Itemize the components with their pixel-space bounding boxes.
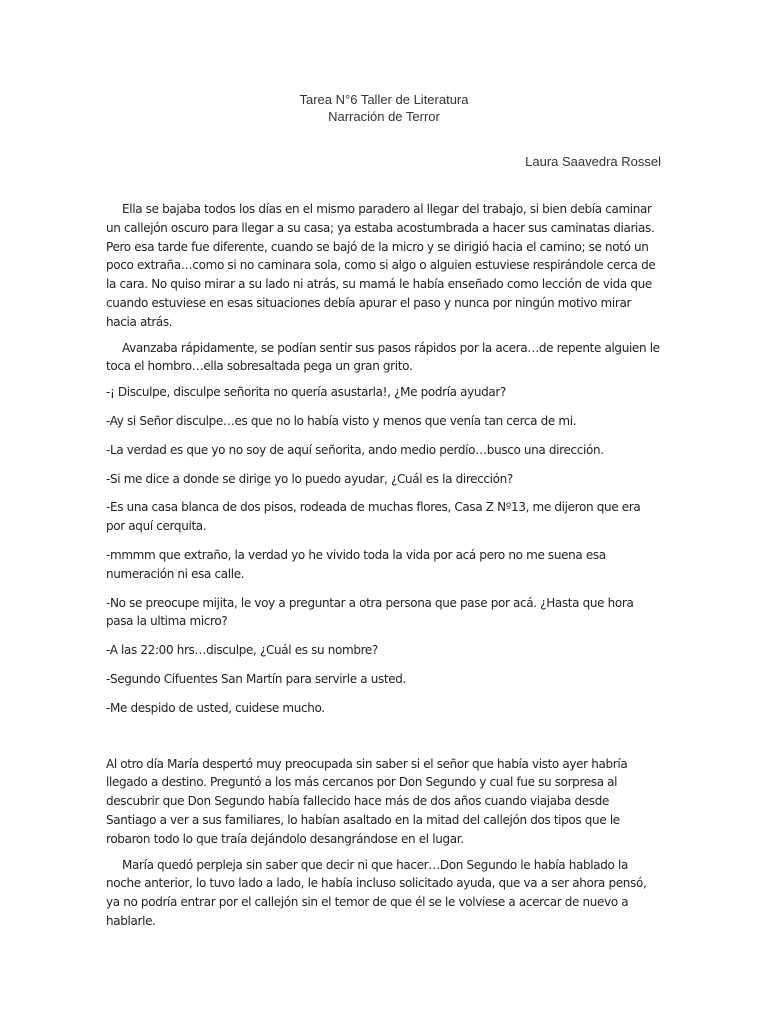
document-title	[0, 91, 768, 125]
dialogue-line: -No se preocupe mijita, le voy a preguntar a otra persona que pase por acá. ¿Hasta que hora pasa la ultima micro?	[106, 595, 634, 629]
paragraph-encounter: Avanzaba rápidamente, se podían sentir sus pasos rápidos por la acera…de repente alguien le toca el hombro…ella sobresaltada pega un gran grito.	[106, 340, 660, 374]
dialogue-line: -A las 22:00 hrs…disculpe, ¿Cuál es su nombre?	[106, 643, 378, 658]
story-body	[106, 200, 662, 931]
paragraph-next-day: Al otro día María despertó muy preocupada sin saber si el señor que había visto ayer habría llegado a destino. Preguntó a los más cercanos por Don Segundo y cual fue su sorpresa al descubrir que Don Segundo había fallecido hace más de dos años cuando viajaba desde Santiago a ver a sus familiares, lo habían asaltado en la mitad del callejón dos tipos que le robaron todo lo que traía dejándolo desangrándose en el lugar.	[106, 756, 628, 846]
dialogue-line: -Es una casa blanca de dos pisos, rodeada de muchas flores, Casa Z Nº13, me dijeron que era por aquí cerquita.	[106, 500, 641, 534]
dialogue-line: -¡ Disculpe, disculpe señorita no quería asustarla!, ¿Me podría ayudar?	[106, 385, 507, 400]
dialogue-line: -Ay si Señor disculpe…es que no lo había visto y menos que venía tan cerca de mi.	[106, 413, 577, 428]
dialogue-line: -Me despido de usted, cuidese mucho.	[106, 700, 325, 715]
paragraph-ending: María quedó perpleja sin saber que decir ni que hacer…Don Segundo le había hablado la noche anterior, lo tuvo lado a lado, le había incluso solicitado ayuda, que va a ser ahora pensó, ya no podría entrar por el callejón sin el temor de que él se le volviese a acercar de nuevo a hablarle.	[106, 857, 647, 928]
title-line-subtitle: Narración de Terror	[328, 109, 440, 124]
dialogue-line: -Si me dice a donde se dirige yo lo puedo ayudar, ¿Cuál es la dirección?	[106, 471, 513, 486]
author-name: Laura Saavedra Rossel	[525, 154, 661, 169]
dialogue-line: -mmmm que extraño, la verdad yo he vivido toda la vida por acá pero no me suena esa numeración ni esa calle.	[106, 547, 606, 581]
paragraph-opening: Ella se bajaba todos los días en el mismo paradero al llegar del trabajo, si bien debía caminar un callejón oscuro para llegar a su casa; ya estaba acostumbrada a hacer sus caminatas diarias. Pero esa tarde fue diferente, cuando se bajó de la micro y se dirigió hacia el camino; se notó un poco extraña…como si no caminara sola, como si algo o alguien estuviese respirándole cerca de la cara. No quiso mirar a su lado ni atrás, su mamá le había enseñado como lección de vida que cuando estuviese en esas situaciones debía apurar el paso y nunca por ningún motivo mirar hacia atrás.	[106, 202, 656, 329]
title-line-assignment: Tarea N°6 Taller de Literatura	[299, 92, 469, 107]
dialogue-line: -La verdad es que yo no soy de aquí señorita, ando medio perdío…busco una dirección.	[106, 442, 604, 457]
dialogue-line: -Segundo Cifuentes San Martín para servirle a usted.	[106, 671, 406, 686]
